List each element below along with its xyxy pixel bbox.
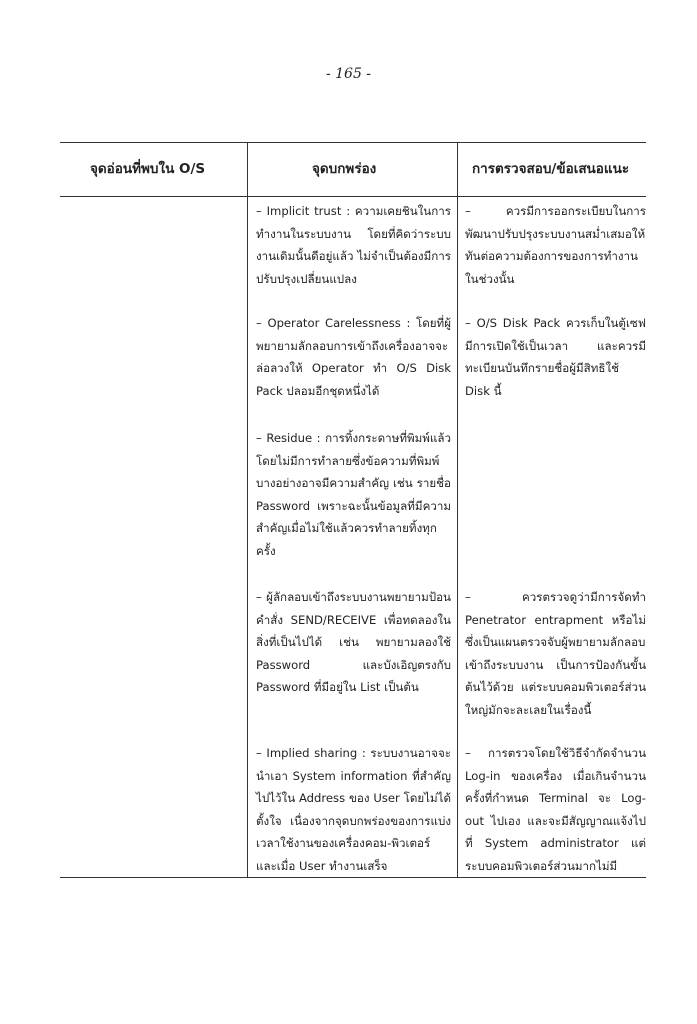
header-weakness: จุดอ่อนที่พบใน O/S xyxy=(90,161,206,177)
defect-cell: – ผู้ลักลอบเข้าถึงระบบงานพยายามป้อนคำสั่ง SEND/RECEIVE เพื่อทดลองในสิ่งที่เป็นไปได้ เช่น พยายามลองใช้ Password และบังเอิญตรงกับ Password ที่มีอยู่ใน List เป็นต้น xyxy=(256,590,451,694)
header-defect: จุดบกพร่อง xyxy=(312,161,377,177)
audit-table xyxy=(60,142,646,877)
column-divider-2 xyxy=(457,142,458,877)
header-audit: การตรวจสอบ/ข้อเสนอแนะ xyxy=(472,161,630,177)
defect-cell: – Implied sharing : ระบบงานอาจจะนำเอา System information ที่สำคัญไปไว้ใน Address ของ User โดยไม่ได้ตั้งใจ เนื่องจากจุดบกพร่องของการแบ่งเวลาใช้งานของเครื่องคอม-พิวเตอร์ และเมื่อ User ทำงานเสร็จ xyxy=(256,746,451,873)
audit-cell: – ควรตรวจดูว่ามีการจัดทำ Penetrator entrapment หรือไม่ ซึ่งเป็นแผนตรวจจับผู้พยายามลักลอบเข้าถึงระบบงาน เป็นการป้องกันขั้นต้นไว้ด้วย แต่ระบบคอมพิวเตอร์ส่วนใหญ่มักจะละเลยในเรื่องนี้ xyxy=(465,590,646,717)
table-bottom-rule xyxy=(60,877,646,878)
defect-cell: – Operator Carelessness : โดยที่ผู้พยายามลักลอบการเข้าถึงเครื่องอาจจะล่อลวงให้ Operator ทำ O/S Disk Pack ปลอมอีกชุดหนึ่งได้ xyxy=(256,316,451,398)
audit-cell: – O/S Disk Pack ควรเก็บในตู้เซฟ มีการเปิดใช้เป็นเวลา และควรมีทะเบียนบันทึกรายชื่อผู้มีสิทธิใช้ Disk นี้ xyxy=(465,316,646,398)
audit-cell: – ควรมีการออกระเบียบในการพัฒนาปรับปรุงระบบงานสม่ำเสมอให้ทันต่อความต้องการของการทำงานในช่วงนั้น xyxy=(465,204,646,286)
column-divider-1 xyxy=(247,142,248,877)
page-number: - 165 - xyxy=(325,66,372,82)
header-rule xyxy=(60,196,646,197)
audit-cell: – การตรวจโดยใช้วิธีจำกัดจำนวน Log-in ของเครื่อง เมื่อเกินจำนวนครั้งที่กำหนด Terminal จะ Log-out ไปเอง และจะมีสัญญาณแจ้งไปที่ System administrator แต่ระบบคอมพิวเตอร์ส่วนมากไม่มี xyxy=(465,746,646,873)
defect-cell: – Implicit trust : ความเคยชินในการทำงานในระบบงาน โดยที่คิดว่าระบบงานเดิมนั้นดีอยู่แล้ว ไม่จำเป็นต้องมีการปรับปรุงเปลี่ยนแปลง xyxy=(256,204,451,286)
defect-cell: – Residue : การทิ้งกระดาษที่พิมพ์แล้วโดยไม่มีการทำลายซึ่งข้อความที่พิมพ์บางอย่างอาจมีความสำคัญ เช่น รายชื่อ Password เพราะฉะนั้นข้อมูลที่มีความสำคัญเมื่อไม่ใช้แล้วควรทำลายทิ้งทุกครั้ง xyxy=(256,431,451,558)
